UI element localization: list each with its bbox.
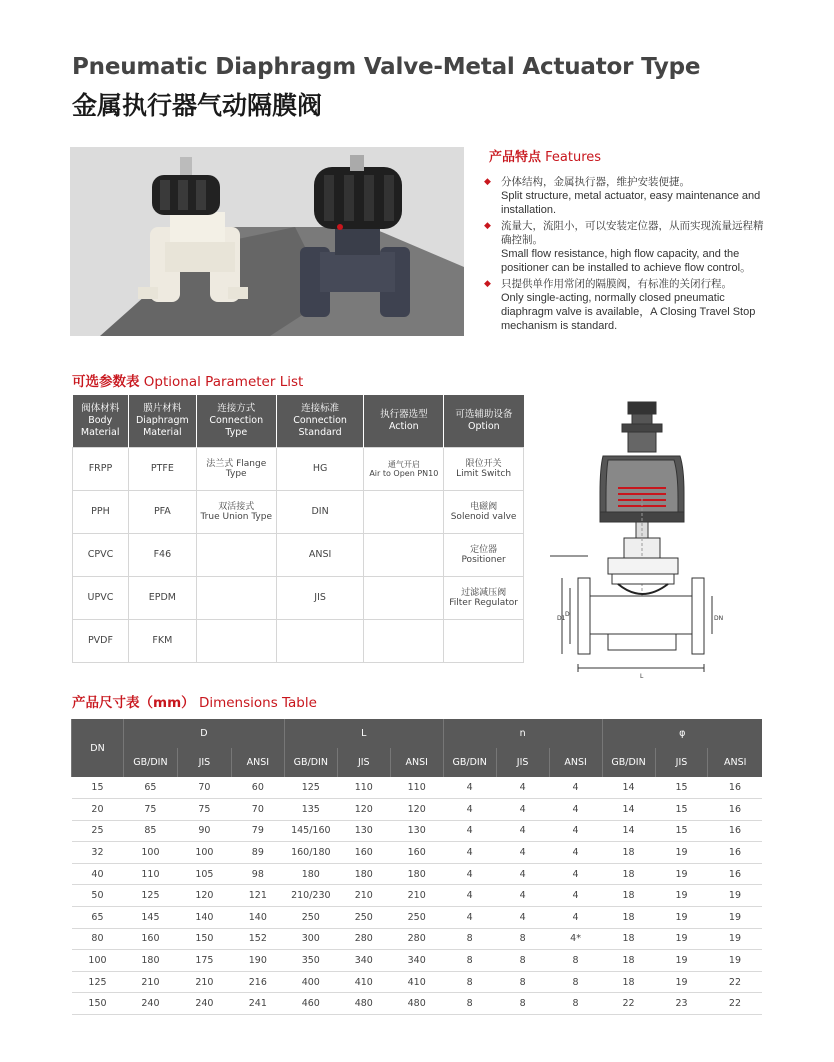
dimensions-sub-header: GB/DIN bbox=[284, 748, 337, 777]
options-cell bbox=[73, 490, 129, 533]
options-cell-line: Filter Regulator bbox=[449, 597, 518, 608]
dimensions-cell: 160 bbox=[123, 928, 177, 950]
dimensions-cell: 22 bbox=[708, 971, 762, 993]
dimensions-cell: 120 bbox=[390, 799, 443, 821]
options-cell-line: FRPP bbox=[88, 463, 113, 474]
dimensions-cell: 75 bbox=[177, 799, 231, 821]
options-cell bbox=[196, 533, 276, 576]
options-cell bbox=[364, 447, 444, 490]
features-title-en: Features bbox=[545, 150, 602, 165]
options-cell-line: PPH bbox=[91, 506, 110, 517]
options-cell-line: HG bbox=[312, 463, 328, 474]
dimensions-cell: 14 bbox=[602, 799, 655, 821]
dimensions-cell: 110 bbox=[390, 777, 443, 799]
diamond-bullet-icon: ◆ bbox=[484, 221, 491, 231]
options-header-line: Option bbox=[467, 420, 500, 432]
dimensions-cell: 4 bbox=[496, 863, 549, 885]
options-header-cell bbox=[196, 395, 276, 447]
dimensions-cell: 22 bbox=[708, 993, 762, 1015]
dimensions-cell: 89 bbox=[231, 842, 284, 864]
dimensions-group-header: n bbox=[443, 719, 602, 748]
options-cell-line: 电磁阀 bbox=[470, 501, 498, 512]
dimensions-cell: 480 bbox=[390, 993, 443, 1015]
dimensions-sub-header: JIS bbox=[655, 748, 708, 777]
dimensions-cell: 4 bbox=[496, 885, 549, 907]
dimensions-cell: 250 bbox=[284, 907, 337, 929]
dimensions-cell: 216 bbox=[231, 971, 284, 993]
dimensions-cell: 19 bbox=[655, 885, 708, 907]
dimensions-cell: 90 bbox=[177, 820, 231, 842]
dimensions-cell: 15 bbox=[655, 820, 708, 842]
dimensions-cell: 4 bbox=[496, 842, 549, 864]
dimensions-cell: 19 bbox=[655, 971, 708, 993]
dimensions-cell: 125 bbox=[284, 777, 337, 799]
dimensions-sub-header: GB/DIN bbox=[602, 748, 655, 777]
label-d: D bbox=[565, 611, 570, 618]
options-cell bbox=[73, 576, 129, 619]
dimensions-group-header: φ bbox=[602, 719, 762, 748]
options-cell bbox=[128, 619, 196, 662]
dimensions-cell: 19 bbox=[655, 842, 708, 864]
dimensions-cell: 100 bbox=[177, 842, 231, 864]
options-cell bbox=[444, 533, 524, 576]
table-row bbox=[72, 777, 763, 799]
dimensions-cell: 300 bbox=[284, 928, 337, 950]
options-header-line: 执行器选型 bbox=[380, 408, 428, 420]
dimensions-cell: 14 bbox=[602, 820, 655, 842]
options-cell bbox=[276, 447, 364, 490]
dimensions-cell: 130 bbox=[390, 820, 443, 842]
feature-item bbox=[484, 277, 766, 333]
dimensions-cell: 210/230 bbox=[284, 885, 337, 907]
dimensions-group-header: L bbox=[284, 719, 443, 748]
dimensions-cell: 100 bbox=[123, 842, 177, 864]
options-cell-line: Positioner bbox=[461, 554, 506, 565]
dimensions-cell: 460 bbox=[284, 993, 337, 1015]
dimensions-cell: 145 bbox=[123, 907, 177, 929]
dimensions-cell: 16 bbox=[708, 799, 762, 821]
dimensions-cell: 250 bbox=[337, 907, 390, 929]
dimensions-cell: 180 bbox=[284, 863, 337, 885]
feature-cn: 流量大，流阻小，可以安装定位器，从而实现流量远程精确控制。 bbox=[501, 220, 764, 246]
options-cell bbox=[128, 490, 196, 533]
dimensions-cell: 15 bbox=[655, 799, 708, 821]
options-cell bbox=[196, 490, 276, 533]
options-header-line: Type bbox=[225, 426, 248, 438]
dimensions-cell: 8 bbox=[549, 950, 602, 972]
options-header-line: Diaphragm bbox=[135, 414, 189, 426]
dimensions-sub-header: ANSI bbox=[231, 748, 284, 777]
feature-item bbox=[484, 175, 766, 217]
dimensions-cell: 19 bbox=[655, 907, 708, 929]
dimensions-title bbox=[72, 691, 317, 711]
dimensions-cell: 4 bbox=[496, 907, 549, 929]
options-title-cn: 可选参数表 bbox=[72, 374, 140, 390]
features-title bbox=[489, 146, 601, 165]
dimensions-cell: 4 bbox=[443, 820, 496, 842]
dimensions-cell: 121 bbox=[231, 885, 284, 907]
options-header-line: 连接方式 bbox=[217, 402, 256, 414]
options-cell bbox=[128, 576, 196, 619]
dimensions-cell: 105 bbox=[177, 863, 231, 885]
dimensions-cell: 15 bbox=[72, 777, 124, 799]
options-row bbox=[73, 576, 524, 619]
dimensions-cell: 8 bbox=[443, 971, 496, 993]
dimensions-cell: 16 bbox=[708, 863, 762, 885]
options-cell bbox=[364, 619, 444, 662]
options-cell bbox=[444, 576, 524, 619]
feature-item bbox=[484, 219, 766, 275]
technical-drawing bbox=[548, 398, 722, 688]
options-header-line: Connection bbox=[209, 414, 264, 426]
feature-en: Split structure, metal actuator, easy maintenance and installation. bbox=[501, 190, 761, 216]
options-cell-line: 定位器 bbox=[470, 544, 498, 555]
dimensions-cell: 160/180 bbox=[284, 842, 337, 864]
dimensions-group-header: D bbox=[123, 719, 284, 748]
options-header-cell bbox=[364, 395, 444, 447]
options-cell-line: True Union Type bbox=[200, 511, 273, 522]
options-cell-line: 法兰式 Flange bbox=[206, 458, 267, 469]
options-cell-line: PVDF bbox=[87, 635, 113, 646]
options-cell bbox=[73, 447, 129, 490]
dimensions-cell: 19 bbox=[708, 907, 762, 929]
page-title-cn: 金属执行器气动隔膜阀 bbox=[72, 91, 323, 120]
options-cell bbox=[364, 533, 444, 576]
dimensions-cell: 210 bbox=[390, 885, 443, 907]
table-row bbox=[72, 950, 763, 972]
dimensions-cell: 110 bbox=[337, 777, 390, 799]
dimensions-sub-header: ANSI bbox=[390, 748, 443, 777]
options-cell bbox=[196, 619, 276, 662]
dimensions-cell: 180 bbox=[337, 863, 390, 885]
dimensions-cell: 130 bbox=[337, 820, 390, 842]
dimensions-cell: 19 bbox=[708, 928, 762, 950]
dimensions-cell: 50 bbox=[72, 885, 124, 907]
dimensions-cell: 18 bbox=[602, 907, 655, 929]
dimensions-cell: 410 bbox=[337, 971, 390, 993]
dimensions-cell: 240 bbox=[123, 993, 177, 1015]
dimensions-cell: 19 bbox=[655, 950, 708, 972]
options-header-cell bbox=[444, 395, 524, 447]
options-cell bbox=[128, 447, 196, 490]
dimensions-cell: 8 bbox=[549, 971, 602, 993]
dimensions-cell: 18 bbox=[602, 885, 655, 907]
dimensions-cell: 410 bbox=[390, 971, 443, 993]
options-cell-line: Solenoid valve bbox=[450, 511, 517, 522]
dimensions-cell: 120 bbox=[177, 885, 231, 907]
options-cell-line: 过滤减压阀 bbox=[461, 587, 507, 598]
dimensions-cell: 340 bbox=[337, 950, 390, 972]
dimensions-cell: 4 bbox=[443, 907, 496, 929]
options-header-line: 阀体材料 bbox=[81, 402, 120, 414]
options-cell bbox=[128, 533, 196, 576]
dimensions-cell: 160 bbox=[337, 842, 390, 864]
dimensions-sub-header: ANSI bbox=[708, 748, 762, 777]
dimensions-cell: 8 bbox=[443, 928, 496, 950]
dimensions-cell: 85 bbox=[123, 820, 177, 842]
product-photo bbox=[70, 147, 464, 336]
diamond-bullet-icon: ◆ bbox=[484, 177, 491, 187]
features-title-cn: 产品特点 bbox=[489, 150, 542, 165]
dimensions-cell: 32 bbox=[72, 842, 124, 864]
table-row bbox=[72, 971, 763, 993]
dimensions-cell: 210 bbox=[123, 971, 177, 993]
dimensions-cell: 4 bbox=[443, 842, 496, 864]
label-d1: D1 bbox=[557, 615, 566, 622]
dimensions-cell: 110 bbox=[123, 863, 177, 885]
dimensions-cell: 16 bbox=[708, 820, 762, 842]
options-header-line: Connection bbox=[293, 414, 347, 426]
options-header-line: Body bbox=[88, 414, 113, 426]
options-table bbox=[72, 395, 524, 663]
dimensions-cell: 240 bbox=[177, 993, 231, 1015]
options-header-line: Material bbox=[80, 426, 120, 438]
dimensions-cell: 4 bbox=[549, 820, 602, 842]
dimensions-cell: 480 bbox=[337, 993, 390, 1015]
options-header-line: Action bbox=[388, 420, 419, 432]
dimensions-cell: 150 bbox=[72, 993, 124, 1015]
options-row bbox=[73, 533, 524, 576]
dimensions-cell: 8 bbox=[496, 928, 549, 950]
options-cell bbox=[196, 576, 276, 619]
dimensions-cell: 250 bbox=[390, 907, 443, 929]
dimensions-cell: 19 bbox=[655, 863, 708, 885]
options-header-cell bbox=[276, 395, 364, 447]
options-cell bbox=[196, 447, 276, 490]
dimensions-cell: 135 bbox=[284, 799, 337, 821]
options-cell-line: 通气开启 bbox=[387, 459, 420, 469]
table-row bbox=[72, 863, 763, 885]
dimensions-cell: 4 bbox=[549, 863, 602, 885]
label-l: L bbox=[640, 673, 644, 680]
dimensions-cell: 180 bbox=[390, 863, 443, 885]
dimensions-cell: 4 bbox=[549, 842, 602, 864]
table-row bbox=[72, 799, 763, 821]
options-cell-line: Air to Open PN10 bbox=[369, 468, 439, 478]
dimensions-cell: 8 bbox=[443, 950, 496, 972]
dimensions-sub-header: JIS bbox=[337, 748, 390, 777]
label-dn: DN bbox=[714, 615, 724, 622]
dimensions-cell: 125 bbox=[72, 971, 124, 993]
options-cell-line: ANSI bbox=[308, 549, 332, 560]
table-row bbox=[72, 907, 763, 929]
dimensions-cell: 180 bbox=[123, 950, 177, 972]
dimensions-cell: 19 bbox=[708, 885, 762, 907]
dimensions-cell: 22 bbox=[602, 993, 655, 1015]
options-header-line: 连接标准 bbox=[301, 402, 340, 414]
dimensions-cell: 190 bbox=[231, 950, 284, 972]
options-cell-line: F46 bbox=[153, 549, 172, 560]
options-cell bbox=[276, 576, 364, 619]
table-row bbox=[72, 885, 763, 907]
dimensions-cell: 15 bbox=[655, 777, 708, 799]
dimensions-cell: 40 bbox=[72, 863, 124, 885]
options-cell bbox=[73, 533, 129, 576]
dimensions-cell: 4 bbox=[443, 777, 496, 799]
options-header-cell bbox=[73, 395, 129, 447]
dimensions-cell: 18 bbox=[602, 863, 655, 885]
dimensions-cell: 350 bbox=[284, 950, 337, 972]
table-row bbox=[72, 842, 763, 864]
dimensions-cell: 120 bbox=[337, 799, 390, 821]
dimensions-cell: 4 bbox=[496, 777, 549, 799]
dimensions-cell: 8 bbox=[496, 971, 549, 993]
dimensions-cell: 160 bbox=[390, 842, 443, 864]
dimensions-cell: 8 bbox=[496, 993, 549, 1015]
dimensions-cell: 18 bbox=[602, 971, 655, 993]
dimensions-cell: 18 bbox=[602, 928, 655, 950]
dimensions-cell: 4 bbox=[496, 820, 549, 842]
dimensions-cell: 280 bbox=[337, 928, 390, 950]
dimensions-cell: 23 bbox=[655, 993, 708, 1015]
dimensions-sub-header: GB/DIN bbox=[123, 748, 177, 777]
dimensions-cell: 210 bbox=[337, 885, 390, 907]
options-title bbox=[72, 370, 303, 390]
dimensions-cell: 79 bbox=[231, 820, 284, 842]
dimensions-cell: 75 bbox=[123, 799, 177, 821]
dimensions-cell: 14 bbox=[602, 777, 655, 799]
table-row bbox=[72, 993, 763, 1015]
dimensions-cell: 4 bbox=[549, 885, 602, 907]
dimensions-cell: 152 bbox=[231, 928, 284, 950]
options-cell bbox=[364, 576, 444, 619]
options-cell bbox=[276, 490, 364, 533]
dimensions-cell: 4 bbox=[496, 799, 549, 821]
feature-cn: 只提供单作用常闭的隔膜阀，有标准的关闭行程。 bbox=[501, 278, 732, 290]
dimensions-cell: 16 bbox=[708, 842, 762, 864]
dimensions-title-cn: 产品尺寸表（mm） bbox=[72, 695, 195, 711]
dimensions-cell: 4* bbox=[549, 928, 602, 950]
dimensions-cell: 65 bbox=[72, 907, 124, 929]
options-header-line: Standard bbox=[298, 426, 342, 438]
dimensions-sub-header: JIS bbox=[496, 748, 549, 777]
options-row bbox=[73, 619, 524, 662]
dimensions-cell: 4 bbox=[443, 863, 496, 885]
options-cell-line: PFA bbox=[153, 506, 171, 517]
dimensions-cell: 18 bbox=[602, 842, 655, 864]
features-list bbox=[484, 175, 766, 335]
page-title-en: Pneumatic Diaphragm Valve-Metal Actuator Type bbox=[72, 54, 701, 80]
options-cell bbox=[444, 447, 524, 490]
options-cell-line: 限位开关 bbox=[465, 458, 502, 469]
options-header-line: 膜片材料 bbox=[143, 402, 182, 414]
options-cell bbox=[73, 619, 129, 662]
options-header-line: 可选辅助设备 bbox=[455, 408, 513, 420]
options-row bbox=[73, 490, 524, 533]
dimensions-sub-header: JIS bbox=[177, 748, 231, 777]
options-row bbox=[73, 447, 524, 490]
dimensions-cell: 100 bbox=[72, 950, 124, 972]
dimensions-sub-header: ANSI bbox=[549, 748, 602, 777]
feature-en: Only single-acting, normally closed pneumatic diaphragm valve is available，A Closing Travel Stop mechanism is standard. bbox=[501, 292, 756, 332]
dimensions-cell: 8 bbox=[549, 993, 602, 1015]
dimensions-cell: 280 bbox=[390, 928, 443, 950]
table-row bbox=[72, 820, 763, 842]
dimensions-cell: 4 bbox=[549, 777, 602, 799]
dimensions-cell: 175 bbox=[177, 950, 231, 972]
dimensions-cell: 140 bbox=[177, 907, 231, 929]
dimensions-table bbox=[71, 719, 762, 1015]
dimensions-cell: 60 bbox=[231, 777, 284, 799]
options-cell bbox=[276, 533, 364, 576]
dimensions-sub-header: GB/DIN bbox=[443, 748, 496, 777]
dimensions-cell: 70 bbox=[231, 799, 284, 821]
dimensions-cell: 145/160 bbox=[284, 820, 337, 842]
dimensions-cell: 4 bbox=[549, 907, 602, 929]
feature-en: Small flow resistance, high flow capacity, and the positioner can be installed to achieve flow control。 bbox=[501, 248, 752, 274]
options-cell-line: EPDM bbox=[148, 592, 176, 603]
dimensions-cell: 4 bbox=[443, 885, 496, 907]
options-title-en: Optional Parameter List bbox=[143, 374, 304, 390]
dimensions-cell: 4 bbox=[443, 799, 496, 821]
diamond-bullet-icon: ◆ bbox=[484, 279, 491, 289]
dimensions-cell: 19 bbox=[655, 928, 708, 950]
dimensions-title-en: Dimensions Table bbox=[198, 695, 317, 711]
dimensions-cell: 125 bbox=[123, 885, 177, 907]
dimensions-cell: 65 bbox=[123, 777, 177, 799]
dimensions-cell: 400 bbox=[284, 971, 337, 993]
options-cell-line: DIN bbox=[311, 506, 329, 517]
dimensions-cell: 340 bbox=[390, 950, 443, 972]
options-cell-line: FKM bbox=[152, 635, 173, 646]
options-cell-line: UPVC bbox=[87, 592, 114, 603]
dimensions-cell: 25 bbox=[72, 820, 124, 842]
table-row bbox=[72, 928, 763, 950]
dimensions-cell: 70 bbox=[177, 777, 231, 799]
dimensions-cell: 8 bbox=[443, 993, 496, 1015]
feature-cn: 分体结构，金属执行器，维护安装便捷。 bbox=[501, 176, 690, 188]
options-cell-line: CPVC bbox=[87, 549, 114, 560]
options-header-line: Material bbox=[143, 426, 182, 438]
dimensions-cell: 140 bbox=[231, 907, 284, 929]
dimensions-cell: 19 bbox=[708, 950, 762, 972]
options-cell-line: PTFE bbox=[150, 463, 174, 474]
dimensions-cell: 80 bbox=[72, 928, 124, 950]
options-cell bbox=[444, 490, 524, 533]
options-cell-line: Limit Switch bbox=[456, 468, 512, 479]
options-cell bbox=[276, 619, 364, 662]
options-cell-line: 双活接式 bbox=[218, 501, 255, 512]
dimensions-cell: 210 bbox=[177, 971, 231, 993]
dimensions-cell: 18 bbox=[602, 950, 655, 972]
dimensions-cell: 150 bbox=[177, 928, 231, 950]
dimensions-cell: 241 bbox=[231, 993, 284, 1015]
options-header-cell bbox=[128, 395, 196, 447]
options-cell-line: Type bbox=[225, 468, 247, 479]
options-cell-line: JIS bbox=[314, 592, 326, 603]
dimensions-cell: 4 bbox=[549, 799, 602, 821]
dimensions-group-header: DN bbox=[72, 719, 124, 777]
options-cell bbox=[364, 490, 444, 533]
dimensions-cell: 98 bbox=[231, 863, 284, 885]
dimensions-cell: 20 bbox=[72, 799, 124, 821]
dimensions-cell: 8 bbox=[496, 950, 549, 972]
dimensions-cell: 16 bbox=[708, 777, 762, 799]
options-cell bbox=[444, 619, 524, 662]
